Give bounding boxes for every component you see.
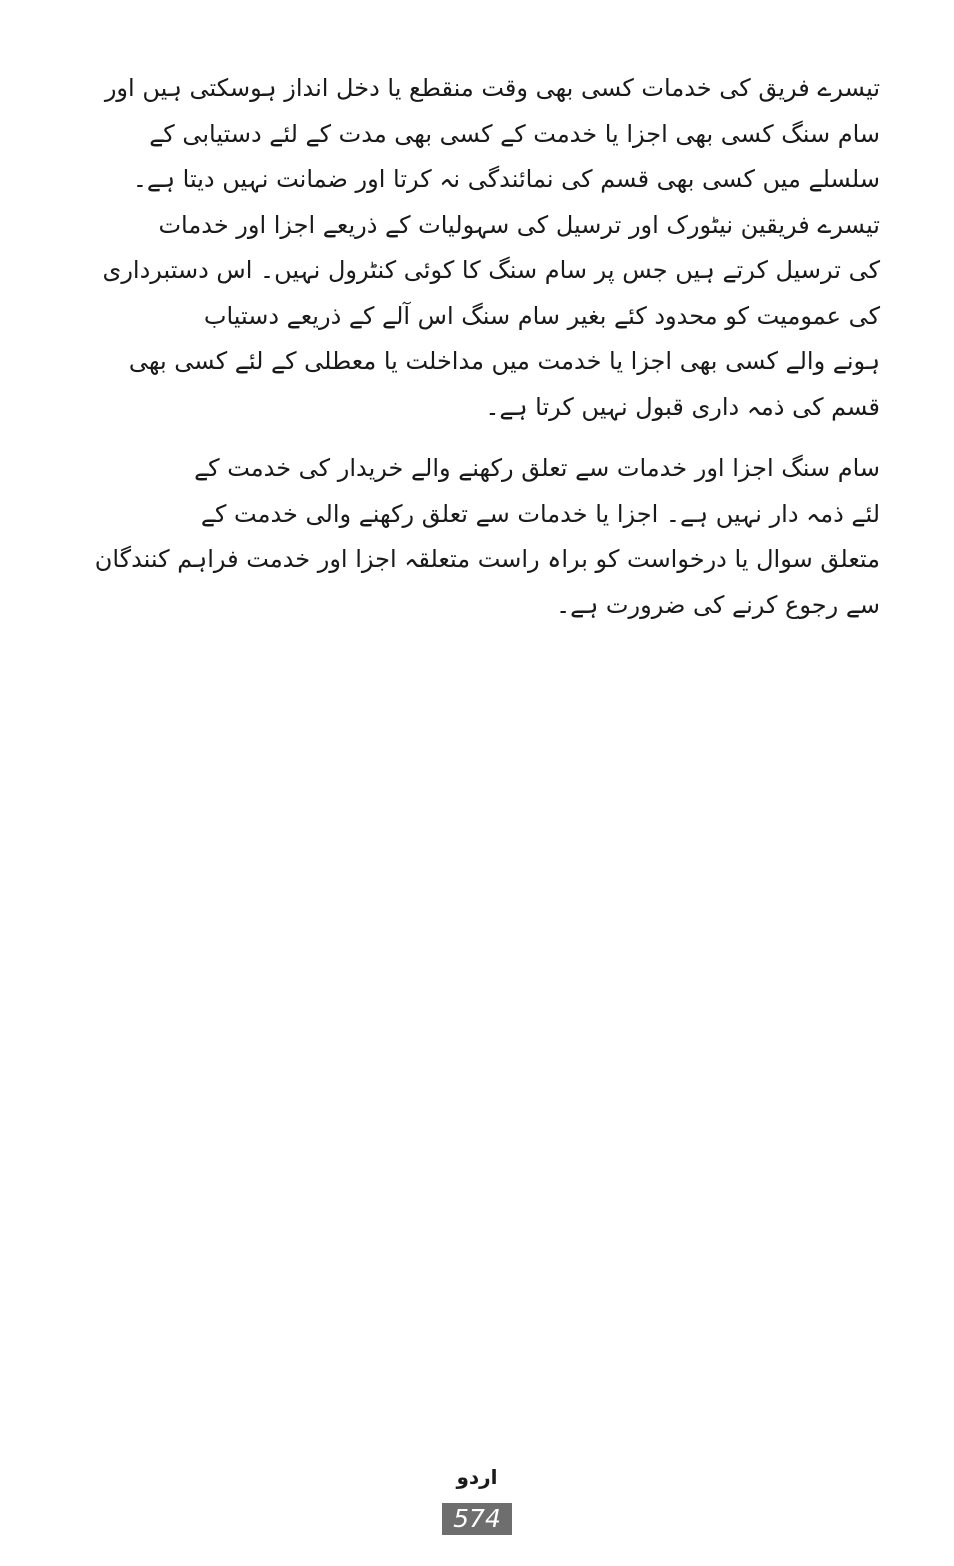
paragraph-customer-service: سام سنگ اجزا اور خدمات سے تعلق رکھنے والے خریدار کی خدمت کے لئے ذمہ دار نہیں ہے۔ اجزا یا خدمات سے تعلق رکھنے والی خدمت کے متعلق سوال یا درخواست کو براہ راست متعلقہ اجزا اور خدمت فراہم کنندگان سے رجوع کرنے کی ضرورت ہے۔ [94, 454, 880, 619]
page-number: 574 [442, 1503, 512, 1535]
footer-language-label: اردو [456, 1465, 498, 1489]
paragraph-third-party-services: تیسرے فریق کی خدمات کسی بھی وقت منقطع یا دخل انداز ہوسکتی ہیں اور سام سنگ کسی بھی اجزا یا خدمت کے کسی بھی مدت کے لئے دستیابی کے سلسلے میں کسی بھی قسم کی نمائندگی نہ کرتا اور ضمانت نہیں دیتا ہے۔ تیسرے فریقین نیٹورک اور ترسیل کی سہولیات کے ذریعے اجزا اور خدمات کی ترسیل کرتے ہیں جس پر سام سنگ کا کوئی کنٹرول نہیں۔ اس دستبرداری کی عمومیت کو محدود کئے بغیر سام سنگ اس آلے کے ذریعے دستیاب ہونے والے کسی بھی اجزا یا خدمت میں مداخلت یا معطلی کے لئے کسی بھی قسم کی ذمہ داری قبول نہیں کرتا ہے۔ [102, 74, 880, 421]
page-body [82, 66, 880, 628]
